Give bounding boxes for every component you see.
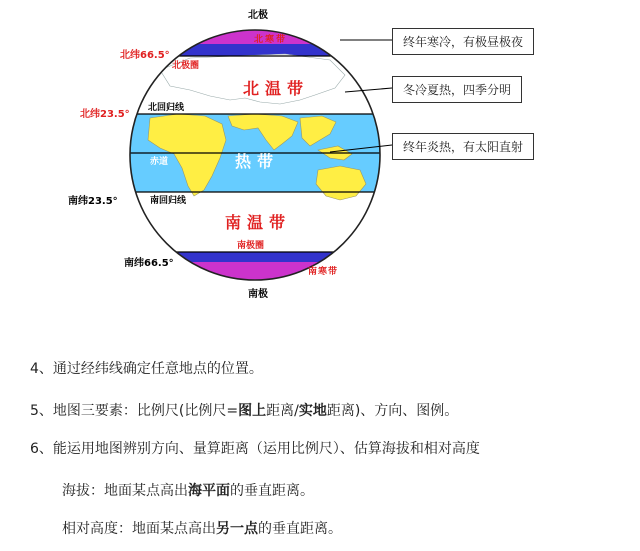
equator-label: 赤道 bbox=[150, 157, 169, 167]
arctic-circle-label: 北极圈 bbox=[172, 61, 200, 71]
relative-prefix: 相对高度：地面某点高出 bbox=[62, 521, 216, 537]
callout-frigid: 终年寒冷，有极昼极夜 bbox=[392, 28, 534, 55]
tropic-capricorn-label: 南回归线 bbox=[150, 196, 187, 206]
altitude-prefix: 海拔：地面某点高出 bbox=[62, 483, 188, 499]
relative-height-definition bbox=[62, 518, 342, 538]
item-6: 6、能运用地图辨别方向、量算距离（运用比例尺）、估算海拔和相对高度 bbox=[30, 441, 480, 457]
lat-south-66: 南纬66.5° bbox=[124, 258, 174, 269]
lat-north-66: 北纬66.5° bbox=[120, 50, 170, 61]
north-pole-label: 北极 bbox=[248, 10, 268, 21]
item-5 bbox=[30, 400, 458, 420]
item-5-mid: 距离/ bbox=[266, 403, 299, 419]
south-temperate-zone-label: 南温带 bbox=[225, 213, 292, 232]
tropic-cancer-label: 北回归线 bbox=[148, 103, 185, 113]
item-5-suffix: 距离)、方向、图例。 bbox=[326, 403, 459, 419]
altitude-definition bbox=[62, 480, 314, 500]
callout-tropical: 终年炎热，有太阳直射 bbox=[392, 133, 534, 160]
antarctic-circle-label: 南极圈 bbox=[237, 241, 265, 251]
item-5-prefix: 5、地图三要素：比例尺(比例尺= bbox=[30, 403, 239, 419]
altitude-suffix: 的垂直距离。 bbox=[230, 483, 314, 499]
item-4: 4、通过经纬线确定任意地点的位置。 bbox=[30, 361, 263, 377]
south-pole-label: 南极 bbox=[248, 289, 268, 300]
item-5-bold-map: 图上 bbox=[238, 403, 267, 419]
relative-suffix: 的垂直距离。 bbox=[258, 521, 342, 537]
north-temperate-zone-label: 北温带 bbox=[243, 79, 310, 98]
south-frigid-zone-label: 南寒带 bbox=[308, 267, 339, 277]
item-5-bold-real: 实地 bbox=[298, 403, 327, 419]
north-frigid-zone-label: 北寒带 bbox=[254, 35, 288, 45]
callout-temperate: 冬冷夏热，四季分明 bbox=[392, 76, 522, 103]
altitude-bold: 海平面 bbox=[188, 483, 230, 499]
relative-bold: 另一点 bbox=[216, 521, 258, 537]
tropical-zone-label: 热带 bbox=[235, 152, 280, 171]
lat-south-23: 南纬23.5° bbox=[68, 196, 118, 207]
lat-north-23: 北纬23.5° bbox=[80, 109, 130, 120]
